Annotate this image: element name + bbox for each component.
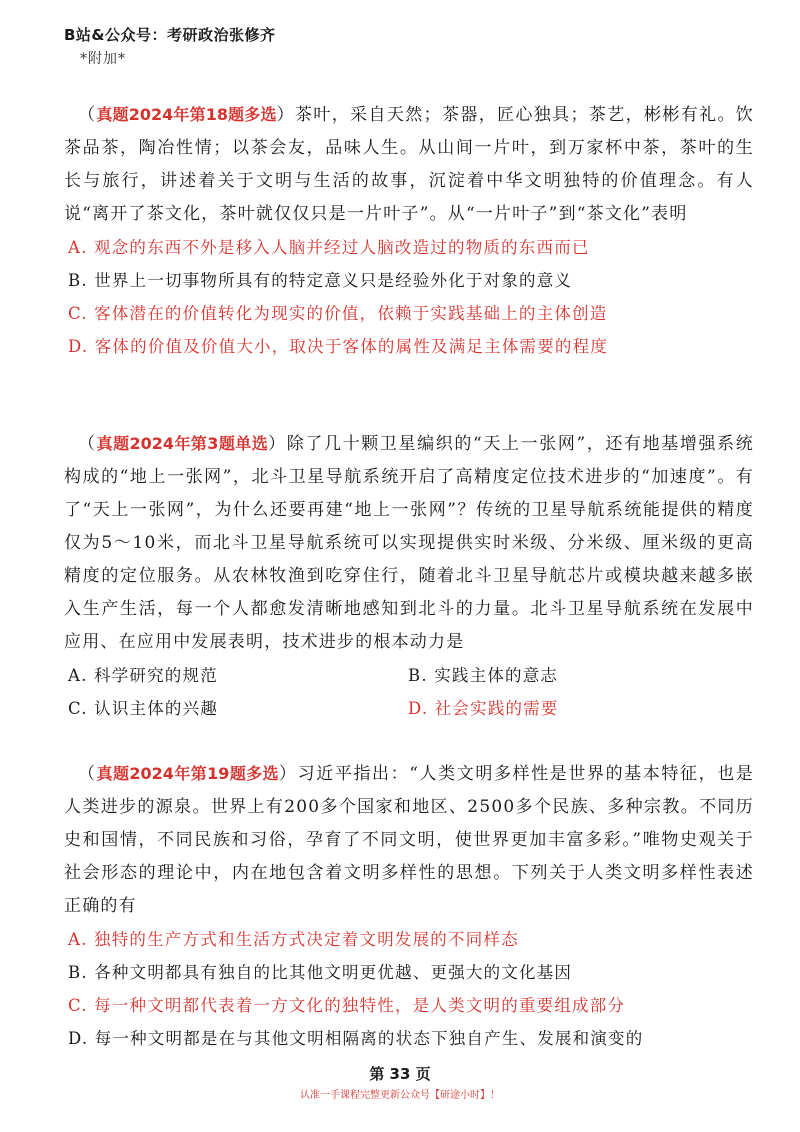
question-stem: （真题2024年第19题多选）习近平指出：“人类文明多样性是世界的基本特征，也是人类进步的源泉。世界上有200多个国家和地区、2500多个民族、多种宗教。不同历史和国情，不同民族和习俗，孕育了不同文明，使世界更加丰富多彩。”唯物史观关于社会形态的理论中，内在地包含着文明多样性的思想。下列关于人类文明多样性表述正确的有 [64,764,754,916]
option-list [64,231,754,363]
question-tag: 真题2024年第3题单选 [96,434,269,453]
question-stem: （真题2024年第18题多选）茶叶，采自天然；茶器，匠心独具；茶艺，彬彬有礼。饮茶品茶，陶冶性情；以茶会友，品味人生。从山间一片叶，到万家杯中茶，茶叶的生长与旅行，讲述着关于文明与生活的故事，沉淀着中华文明独特的价值理念。有人说“离开了茶文化，茶叶就仅仅只是一片叶子”。从“一片叶子”到“茶文化”表明 [64,105,755,224]
option-c: C. 每一种文明都代表着一方文化的独特性，是人类文明的重要组成部分 [68,996,626,1015]
option-d: D. 社会实践的需要 [408,699,559,718]
page-number: 第 33 页 [369,1065,431,1083]
question-block-2 [64,427,754,725]
option-b: B. 实践主体的意志 [408,666,559,685]
option-b: B. 各种文明都具有独自的比其他文明更优越、更强大的文化基因 [68,963,573,982]
option-d: D. 每一种文明都是在与其他文明相隔离的状态下独自产生、发展和演变的 [68,1029,644,1048]
option-grid [64,659,754,725]
question-block-1 [64,98,754,363]
question-tag: 真题2024年第18题多选 [96,105,277,124]
question-text: 习近平指出：“人类文明多样性是世界的基本特征，也是人类进步的源泉。世界上有200多个国家和地区、2500多个民族、多种宗教。不同历史和国情，不同民族和习俗，孕育了不同文明，使世界更加丰富多彩。”唯物史观关于社会形态的理论中，内在地包含着文明多样性的思想。下列关于人类文明多样性表述正确的有 [64,764,754,916]
appendix-note: *附加* [80,51,126,67]
option-c: C. 认识主体的兴趣 [68,699,219,718]
option-c: C. 客体潜在的价值转化为现实的价值，依赖于实践基础上的主体创造 [68,304,608,323]
question-stem: （真题2024年第3题单选）除了几十颗卫星编织的“天上一张网”，还有地基增强系统构成的“地上一张网”，北斗卫星导航系统开启了高精度定位技术进步的“加速度”。有了“天上一张网”，为什么还要再建“地上一张网”？传统的卫星导航系统能提供的精度仅为5～10米，而北斗卫星导航系统可以实现提供实时米级、分米级、厘米级的更高精度的定位服务。从农林牧渔到吃穿住行，随着北斗卫星导航芯片或模块越来越多嵌入生产生活，每一个人都愈发清晰地感知到北斗的力量。北斗卫星导航系统在发展中应用、在应用中发展表明，技术进步的根本动力是 [64,434,755,652]
option-list [64,923,754,1055]
question-text: 茶叶，采自天然；茶器，匠心独具；茶艺，彬彬有礼。饮茶品茶，陶冶性情；以茶会友，品味人生。从山间一片叶，到万家杯中茶，茶叶的生长与旅行，讲述着关于文明与生活的故事，沉淀着中华文明独特的价值理念。有人说“离开了茶文化，茶叶就仅仅只是一片叶子”。从“一片叶子”到“茶文化”表明 [64,105,755,224]
question-block-3 [64,757,754,1055]
option-a: A. 独特的生产方式和生活方式决定着文明发展的不同样态 [68,930,519,949]
option-b: B. 世界上一切事物所具有的特定意义只是经验外化于对象的意义 [68,271,573,290]
question-text: 除了几十颗卫星编织的“天上一张网”，还有地基增强系统构成的“地上一张网”，北斗卫星导航系统开启了高精度定位技术进步的“加速度”。有了“天上一张网”，为什么还要再建“地上一张网”？传统的卫星导航系统能提供的精度仅为5～10米，而北斗卫星导航系统可以实现提供实时米级、分米级、厘米级的更高精度的定位服务。从农林牧渔到吃穿住行，随着北斗卫星导航芯片或模块越来越多嵌入生产生活，每一个人都愈发清晰地感知到北斗的力量。北斗卫星导航系统在发展中应用、在应用中发展表明，技术进步的根本动力是 [64,434,755,652]
option-d: D. 客体的价值及价值大小，取决于客体的属性及满足主体需要的程度 [68,337,609,356]
option-a: A. 观念的东西不外是移入人脑并经过人脑改造过的物质的东西而已 [68,238,590,257]
option-a: A. 科学研究的规范 [68,666,218,685]
page-header-title: B站&公众号：考研政治张修齐 [64,26,276,44]
footer-note: 认准一手课程完整更新公众号【研途小时】！ [300,1090,500,1101]
question-tag: 真题2024年第19题多选 [96,764,280,783]
